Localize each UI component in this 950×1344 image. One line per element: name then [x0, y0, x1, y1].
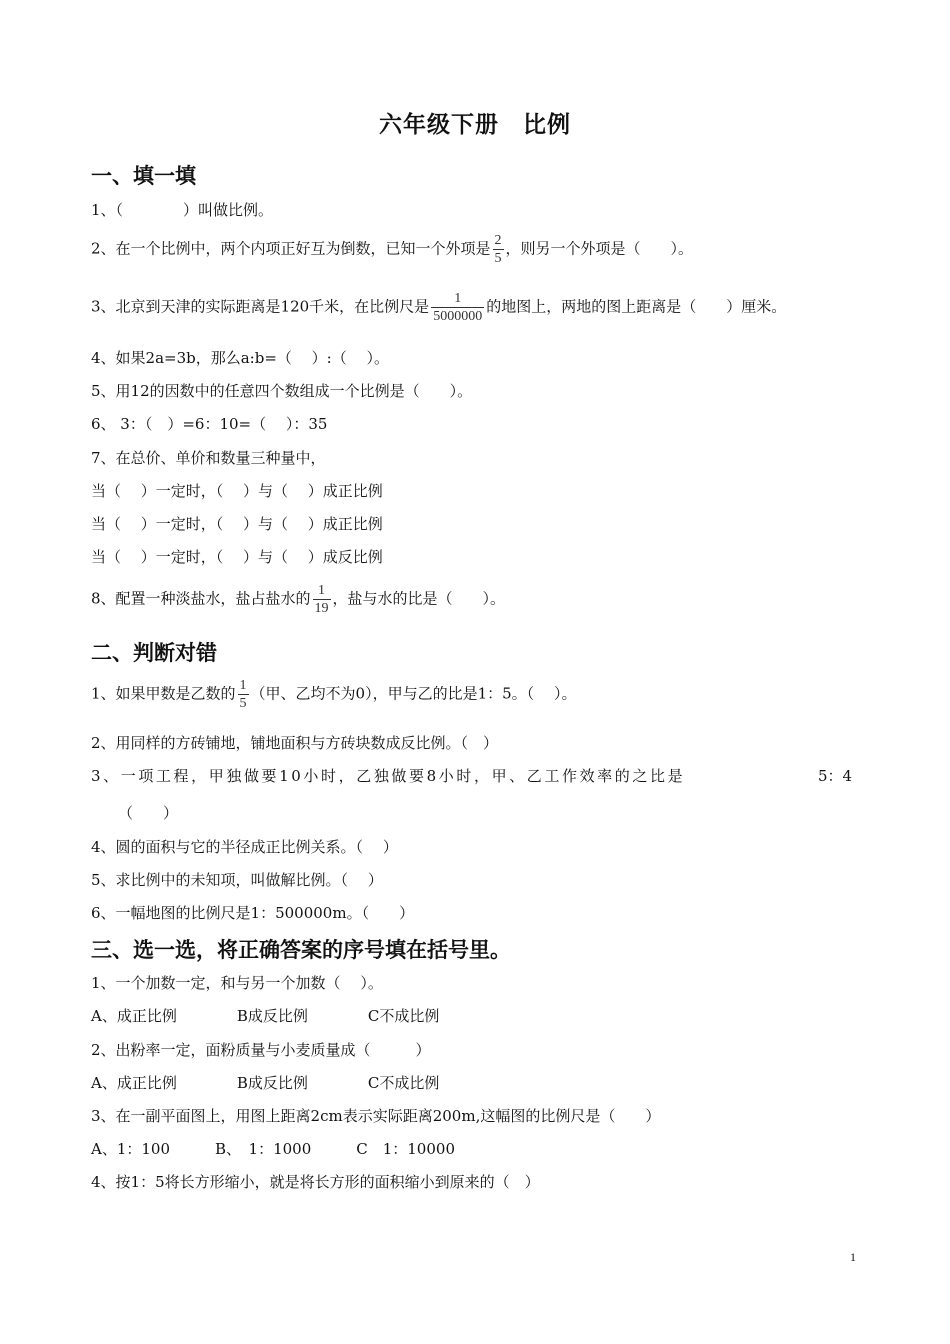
- question-1-7-a: 当（ ）一定时，（ ）与（ ）成正比例: [91, 482, 383, 500]
- fraction-numerator: 1: [454, 291, 462, 306]
- fraction: [431, 290, 484, 325]
- question-2-4: 4、圆的面积与它的半径成正比例关系。（ ）: [91, 838, 398, 856]
- fraction: [493, 232, 504, 267]
- section-heading-multiple-choice: 三、选一选，将正确答案的序号填在括号里。: [91, 937, 511, 962]
- question-1-2: [91, 232, 693, 267]
- question-2-1: [91, 677, 576, 712]
- question-2-3-answer-paren: （ ）: [118, 804, 179, 822]
- fraction-denominator: 19: [314, 601, 329, 616]
- fraction-denominator: 5: [494, 251, 502, 266]
- question-1-7-b: 当（ ）一定时，（ ）与（ ）成正比例: [91, 515, 383, 533]
- question-1-7-c: 当（ ）一定时，（ ）与（ ）成反比例: [91, 548, 383, 566]
- fraction-denominator: 5000000: [433, 309, 483, 324]
- fraction-denominator: 5: [239, 696, 247, 711]
- question-3-1-options: A、成正比例 B成反比例 C不成比例: [91, 1007, 440, 1025]
- fraction-numerator: 2: [494, 233, 502, 248]
- question-3-2: 2、出粉率一定，面粉质量与小麦质量成（ ）: [91, 1041, 431, 1059]
- section-heading-true-false: 二、判断对错: [91, 640, 217, 665]
- question-1-5: 5、用12的因数中的任意四个数组成一个比例是（ ）。: [91, 382, 473, 400]
- fraction-numerator: 1: [239, 678, 247, 693]
- question-2-6: 6、一幅地图的比例尺是1：500000m。（ ）: [91, 904, 415, 922]
- question-text: 3、北京到天津的实际距离是120千米，在比例尺是: [91, 297, 430, 316]
- page-number: 1: [850, 1250, 856, 1264]
- question-text: （甲、乙均不为0），甲与乙的比是1：5。（ ）。: [250, 684, 577, 703]
- question-1-7: 7、在总价、单价和数量三种量中，: [91, 449, 326, 467]
- question-1-8: [91, 582, 505, 617]
- question-text: 的地图上，两地的图上距离是（ ）厘米。: [486, 297, 787, 316]
- question-2-3: 3、一项工程，甲独做要10小时，乙独做要8小时，甲、乙工作效率的之比是: [91, 767, 686, 785]
- question-2-2: 2、用同样的方砖铺地，铺地面积与方砖块数成反比例。（ ）: [91, 734, 499, 752]
- fraction: [313, 582, 331, 617]
- question-3-2-options: A、成正比例 B成反比例 C不成比例: [91, 1074, 440, 1092]
- question-text: 2、在一个比例中，两个内项正好互为倒数，已知一个外项是: [91, 239, 491, 258]
- question-text: 1、如果甲数是乙数的: [91, 684, 236, 703]
- section-heading-fill-in: 一、填一填: [91, 163, 196, 188]
- fraction: [238, 677, 249, 712]
- question-3-4: 4、按1：5将长方形缩小，就是将长方形的面积缩小到原来的（ ）: [91, 1173, 540, 1191]
- question-1-4: 4、如果2a=3b，那么a:b=（ ）:（ ）。: [91, 349, 390, 367]
- question-3-3-options: A、1：100 B、 1：1000 C 1：10000: [91, 1140, 455, 1158]
- question-3-3: 3、在一副平面图上，用图上距离2cm表示实际距离200m,这幅图的比例尺是（ ）: [91, 1107, 661, 1125]
- question-text: ，盐与水的比是（ ）。: [332, 589, 506, 608]
- question-2-5: 5、求比例中的未知项，叫做解比例。（ ）: [91, 871, 383, 889]
- question-3-1: 1、一个加数一定，和与另一个加数（ ）。: [91, 974, 383, 992]
- fraction-numerator: 1: [318, 583, 326, 598]
- page-title: 六年级下册 比例: [379, 111, 571, 138]
- question-1-3: [91, 290, 786, 325]
- question-2-3-ratio: 5：4: [818, 767, 853, 785]
- question-1-6: 6、 3：（ ）=6：10=（ ）：35: [91, 415, 328, 433]
- question-text: 8、配置一种淡盐水，盐占盐水的: [91, 589, 311, 608]
- question-1-1: 1、（ ）叫做比例。: [91, 201, 274, 219]
- question-text: ，则另一个外项是（ ）。: [505, 239, 694, 258]
